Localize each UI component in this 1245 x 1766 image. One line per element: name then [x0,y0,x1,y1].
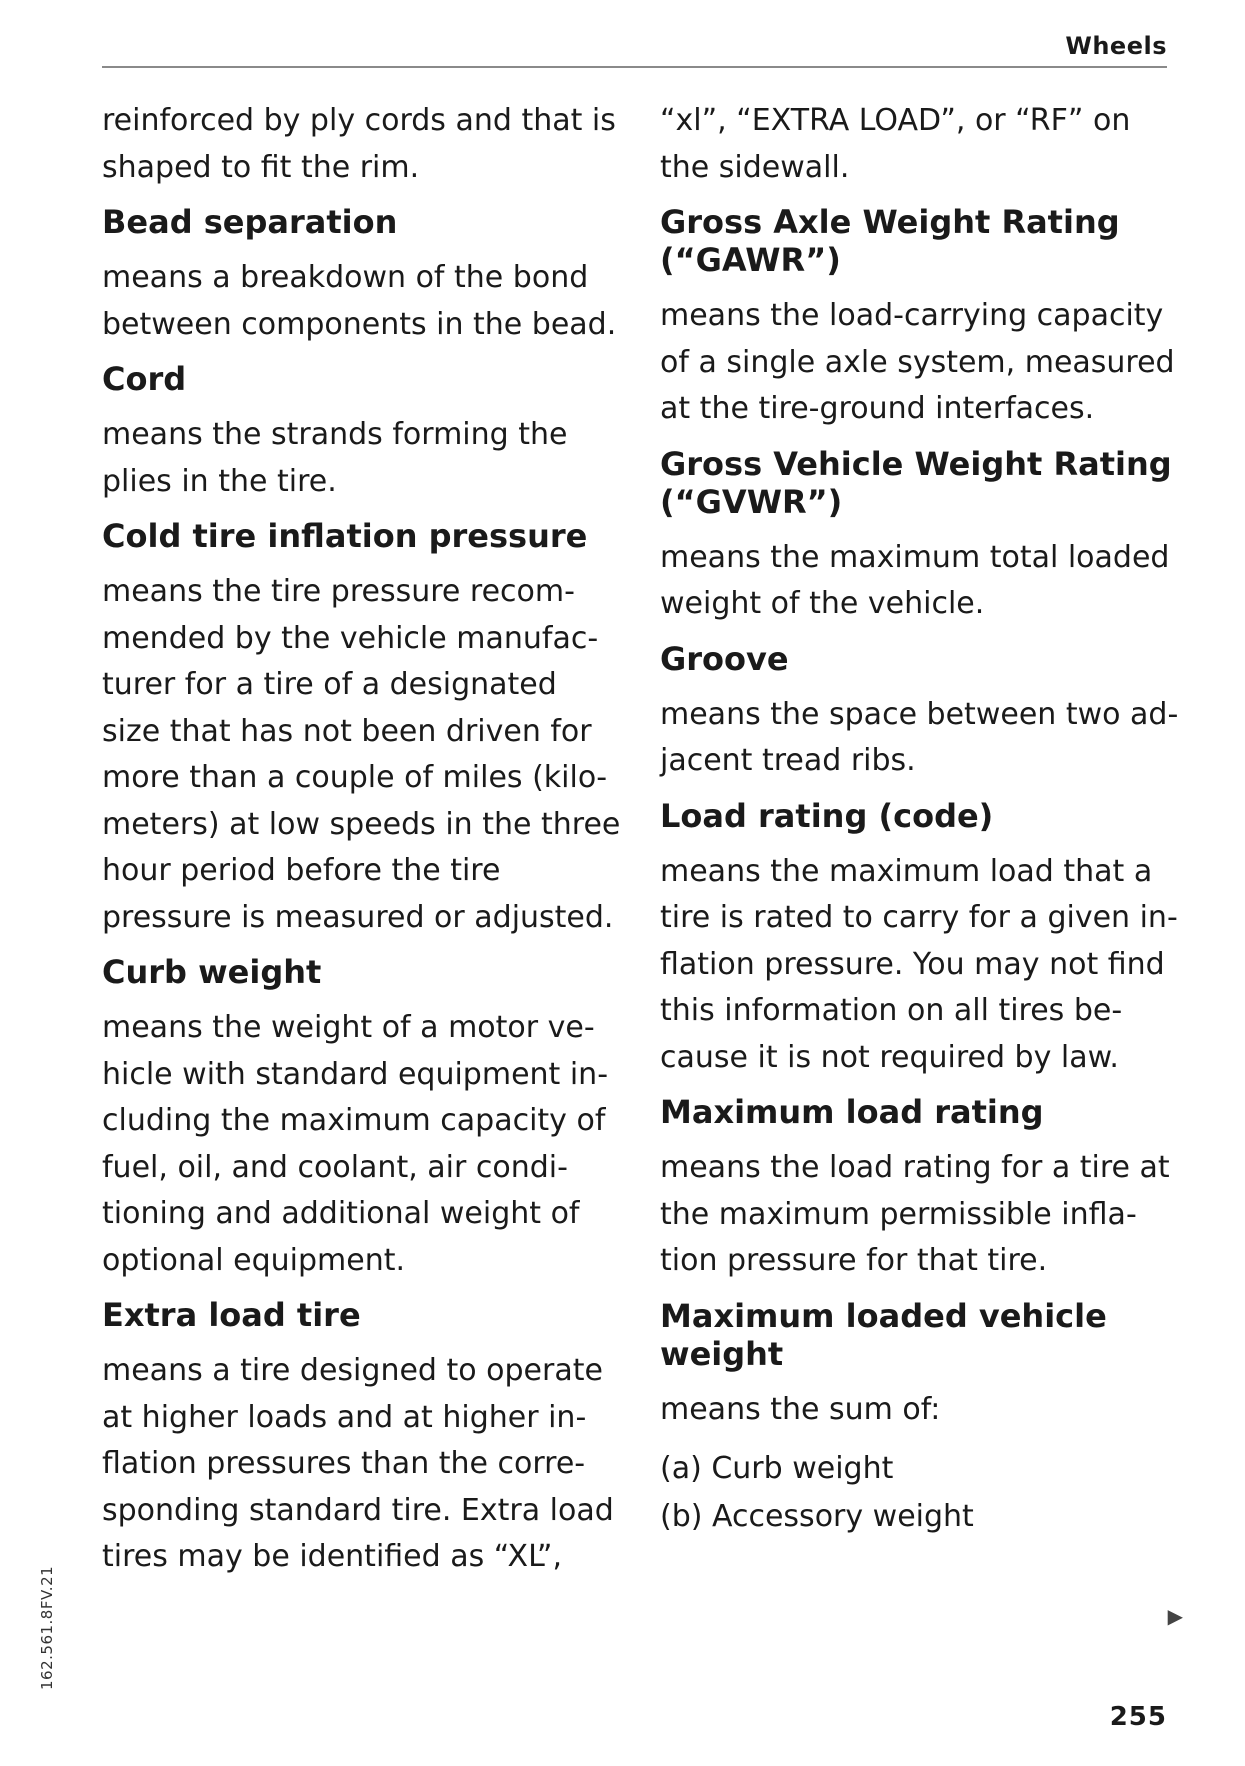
term-bead-separation: Bead separation [102,203,398,241]
term-maximum-load-rating: Maximum load rating [660,1093,1044,1131]
triangle-right-icon: ▶ [1167,1604,1183,1628]
definition-maximum-load-rating: means the load rating for a tire at the maximum permissible inflation pressure for that tire. [660,1150,1170,1278]
term-groove: Groove [660,639,789,678]
definition-maximum-loaded-vehicle-weight: means the sum of: [660,1391,941,1427]
list-item-curb-weight: (a) Curb weight [660,1451,894,1486]
term-gvwr: Gross Vehicle Weight Rating (“GVWR”) [660,444,1172,521]
definition-curb-weight: means the weight of a motor vehicle with standard equipment including the maximum capacity of fuel, oil, and coolant, air conditioning and additional weight of optional equipment. [102,1010,609,1278]
left-intro: reinforced by ply cords and that is shaped to fit the rim. [102,103,616,185]
definition-gawr: means the load-carrying capacity of a single axle system, measured at the tire-ground interfaces. [660,298,1175,426]
header-rule [102,66,1167,68]
term-curb-weight: Curb weight [102,953,322,991]
term-cold-tire-inflation-pressure: Cold tire inflation pressure [102,517,588,555]
definition-gvwr: means the maximum total loaded weight of the vehicle. [660,539,1170,621]
left-column [102,98,622,1593]
right-intro: “xl”, “EXTRA LOAD”, or “RF” on the sidewall. [660,103,1131,185]
list-item-accessory-weight: (b) Accessory weight [660,1499,974,1534]
definition-extra-load-tire: means a tire designed to operate at higher loads and at higher inflation pressures than the corresponding standard tire. Extra load tires may be identified as “XL”, [102,1353,614,1574]
header-title: Wheels [1065,32,1167,60]
definition-groove: means the space between two adjacent tread ribs. [660,696,1179,778]
term-gawr: Gross Axle Weight Rating (“GAWR”) [660,203,1120,279]
page-number: 255 [1109,1702,1167,1732]
definition-load-rating: means the maximum load that a tire is rated to carry for a given inflation pressure. You may not find this information on all tires because it is not required by law. [660,853,1178,1075]
term-maximum-loaded-vehicle-weight: Maximum loaded vehicle weight [660,1296,1107,1373]
term-cord: Cord [102,360,187,398]
right-column [660,98,1180,1541]
definition-cord: means the strands forming the plies in the tire. [102,417,568,499]
definition-cold-tire-inflation-pressure: means the tire pressure recommended by the vehicle manufacturer for a tire of a designated size that has not been driven for more than a couple of miles (kilometers) at low speeds in the three hour period before the tire pressure is measured or adjusted. [102,574,621,935]
term-extra-load-tire: Extra load tire [102,1296,361,1334]
document-code: 162.561.8FV.21 [38,1565,56,1690]
term-load-rating: Load rating (code) [660,796,994,835]
definition-bead-separation: means a breakdown of the bond between components in the bead. [102,260,617,342]
